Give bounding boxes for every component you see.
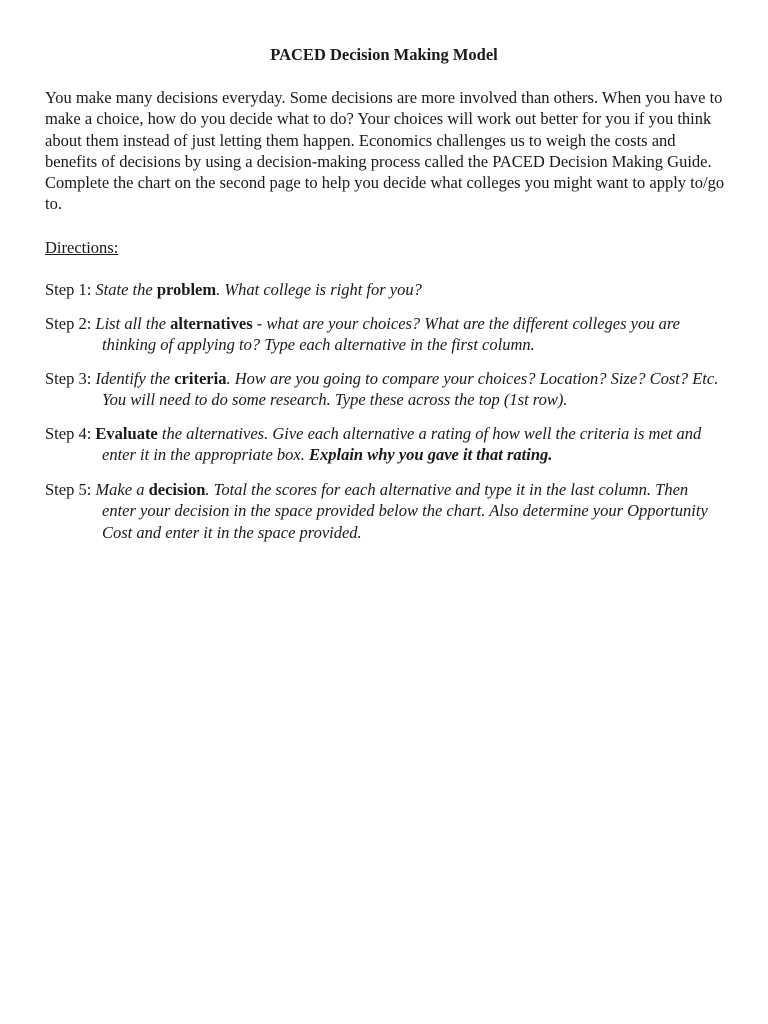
- step-2: [45, 313, 725, 356]
- step-keyword: alternatives: [170, 314, 253, 333]
- step-4: [45, 423, 725, 466]
- step-1: [45, 279, 725, 300]
- step-keyword: criteria: [174, 369, 227, 388]
- step-text: . How are you going to compare your choices? Location? Size? Cost? Etc. You will need to do some research. Type these across the top (1st row).: [102, 369, 719, 410]
- step-keyword: Evaluate: [95, 424, 158, 443]
- page-title: PACED Decision Making Model: [270, 45, 498, 64]
- step-label: Step 5:: [45, 480, 96, 499]
- step-5: [45, 479, 725, 543]
- step-text: - what are your choices? What are the different colleges you are thinking of applying to? Type each alternative in the first column.: [102, 314, 680, 355]
- step-label: Step 4:: [45, 424, 96, 443]
- step-keyword: problem: [156, 280, 217, 299]
- step-text: State the: [95, 280, 157, 299]
- intro-paragraph: You make many decisions everyday. Some decisions are more involved than others. When you have to make a choice, how do you decide what to do? Your choices will work out better for you if you think about them instead of just letting them happen. Economics challenges us to weigh the costs and benefits of decisions by using a decision-making process called the PACED Decision Making Guide. Complete the chart on the second page to help you decide what colleges you might want to apply to/go to.: [45, 88, 725, 214]
- step-text: the alternatives. Give each alternative a rating of how well the criteria is met and enter it in the appropriate box.: [102, 424, 702, 465]
- step-emphasis: Explain why you gave it that rating.: [308, 445, 553, 465]
- step-3: [45, 368, 725, 411]
- step-text: . What college is right for you?: [216, 280, 422, 299]
- directions-heading: Directions:: [45, 238, 119, 257]
- step-label: Step 1:: [45, 280, 96, 299]
- step-text: . Total the scores for each alternative and type it in the last column. Then enter your decision in the space provided below the chart. Also determine your Opportunity Cost and enter it in the space provided.: [102, 480, 708, 542]
- step-text: Identify the: [95, 369, 175, 388]
- step-label: Step 3:: [45, 369, 96, 388]
- step-text: Make a: [95, 480, 149, 499]
- step-text: List all the: [95, 314, 171, 333]
- step-keyword: decision: [148, 480, 206, 499]
- step-label: Step 2:: [45, 314, 96, 333]
